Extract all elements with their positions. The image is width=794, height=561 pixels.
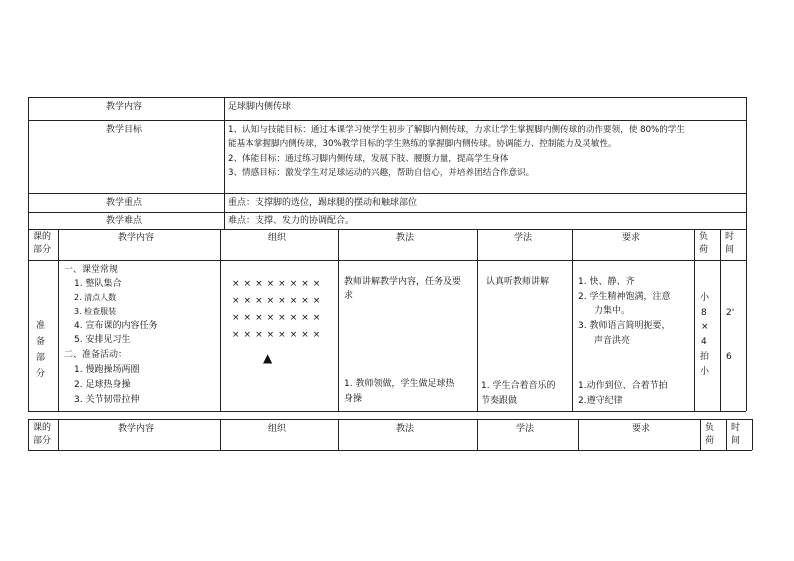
table-line (28, 97, 29, 411)
content-label: 教学内容 (106, 102, 143, 112)
table-line (28, 120, 746, 121)
col-method: 教法 (396, 233, 415, 243)
col-content: 教学内容 (118, 233, 155, 243)
table-line (752, 419, 753, 450)
key-point-label: 教学重点 (106, 198, 143, 208)
prep-content-item: 1. 慢跑操场两圈 (74, 365, 140, 375)
study-text: 认真听教师讲解 (486, 277, 550, 287)
table-line (477, 419, 478, 450)
goal-1-line-1: 1、认知与技能目标：通过本课学习使学生初步了解脚内侧传球，力求让学生掌握脚内侧传球的动作要领，使 80%的学生 (228, 125, 685, 135)
load-char: 小 (700, 367, 710, 377)
requirement-item: 声音洪亮 (594, 336, 631, 346)
table-line (572, 229, 573, 411)
table-line (28, 419, 29, 450)
method-text: 教师讲解教学内容，任务及要 (344, 277, 462, 287)
table-line (220, 229, 221, 411)
prep-content-item: 2. 清点人数 (74, 293, 117, 302)
col-part-2: 部分 (33, 436, 52, 446)
table-line (58, 229, 59, 411)
prep-content-item: 3. 关节韧带拉伸 (74, 395, 140, 405)
formation-row: ×××××××× (232, 296, 325, 306)
method-text: 身操 (344, 394, 363, 404)
col-load-2: 荷 (699, 245, 709, 255)
table-line (477, 229, 478, 411)
table-line (28, 260, 746, 261)
prep-content-item: 5. 安排见习生 (74, 335, 131, 345)
col-time-2: 间 (731, 436, 741, 446)
goal-1-line-2: 能基本掌握脚内侧传球，30%教学目标的学生熟练的掌握脚内侧传球。协调能力、控制能力及灵敏性。 (228, 139, 617, 149)
prep-content-item: 4. 宣布课的内容任务 (74, 321, 158, 331)
table-line (58, 419, 59, 450)
col-study: 学法 (516, 424, 535, 434)
table-line (720, 229, 721, 411)
table-line (694, 229, 695, 411)
table-line (338, 229, 339, 411)
table-line (700, 419, 701, 450)
difficulty-value: 难点：支撑、发力的协调配合。 (228, 216, 355, 226)
requirement-item: 2. 学生精神饱满，注意 (578, 292, 671, 302)
goal-2: 2、体能目标：通过练习脚内侧传球，发展下肢、腰腹力量，提高学生身体 (228, 154, 509, 164)
table-line (28, 97, 746, 98)
col-org: 组织 (268, 233, 287, 243)
col-time-2: 间 (725, 245, 735, 255)
col-time-1: 时 (731, 423, 741, 433)
formation-row: ×××××××× (232, 330, 325, 340)
time-value: 2' (726, 308, 735, 318)
load-char: 小 (700, 293, 710, 303)
prep-part-2: 备 (36, 337, 46, 347)
table-line (28, 411, 746, 412)
table-line (578, 419, 579, 450)
col-content: 教学内容 (118, 424, 155, 434)
col-org: 组织 (268, 424, 287, 434)
col-load-1: 负 (699, 232, 709, 242)
load-char: × (701, 322, 709, 332)
table-line (726, 419, 727, 450)
table-line (338, 419, 339, 450)
load-char: 4 (701, 337, 707, 347)
requirement-item: 2.遵守纪律 (578, 396, 623, 406)
table-line (746, 97, 747, 411)
table-line (220, 419, 221, 450)
goals-label: 教学目标 (106, 125, 143, 135)
table-line (28, 212, 746, 213)
prep-content-item: 一、课堂常规 (64, 265, 119, 275)
col-part-1: 课的 (33, 423, 52, 433)
col-load-2: 荷 (705, 436, 715, 446)
col-req: 要求 (632, 424, 651, 434)
table-line (28, 229, 746, 230)
content-value: 足球脚内侧传球 (228, 102, 292, 112)
table-line (28, 450, 752, 451)
requirement-item: 3. 教师语言简明扼要， (578, 321, 671, 331)
method-text: 求 (344, 291, 354, 301)
prep-part-3: 部 (36, 353, 46, 363)
study-text: 1. 学生合着音乐的 (481, 381, 556, 391)
time-value: 6 (726, 352, 732, 362)
load-char: 拍 (700, 352, 710, 362)
prep-part-1: 准 (36, 321, 46, 331)
formation-row: ×××××××× (232, 279, 325, 289)
col-part-1: 课的 (33, 232, 52, 242)
table-line (224, 97, 225, 229)
load-char: 8 (701, 308, 707, 318)
table-line (28, 193, 746, 194)
col-load-1: 负 (705, 423, 715, 433)
col-part-2: 部分 (33, 245, 52, 255)
col-time-1: 时 (725, 232, 735, 242)
col-study: 学法 (514, 233, 533, 243)
prep-part-4: 分 (36, 369, 46, 379)
prep-content-item: 3. 检查服装 (74, 307, 117, 316)
prep-content-item: 1. 整队集合 (74, 279, 122, 289)
goal-3: 3、情感目标：激发学生对足球运动的兴趣，帮助自信心，并培养团结合作意识。 (228, 168, 535, 178)
requirement-item: 1.动作到位、合着节拍 (578, 381, 668, 391)
col-req: 要求 (622, 233, 641, 243)
method-text: 1. 教师领做，学生做足球热 (344, 379, 455, 389)
teacher-triangle-icon: ▲ (263, 351, 273, 365)
prep-content-item: 二、准备活动： (64, 350, 128, 360)
key-point-value: 重点：支撑脚的选位，踢球腿的摆动和触球部位 (228, 198, 418, 208)
study-text: 节奏跟做 (481, 396, 518, 406)
formation-row: ×××××××× (232, 313, 325, 323)
requirement-item: 1. 快、静、齐 (578, 277, 635, 287)
requirement-item: 力集中。 (594, 306, 631, 316)
table-line (28, 419, 752, 420)
difficulty-label: 教学难点 (106, 216, 143, 226)
col-method: 教法 (396, 424, 415, 434)
prep-content-item: 2. 足球热身操 (74, 380, 131, 390)
